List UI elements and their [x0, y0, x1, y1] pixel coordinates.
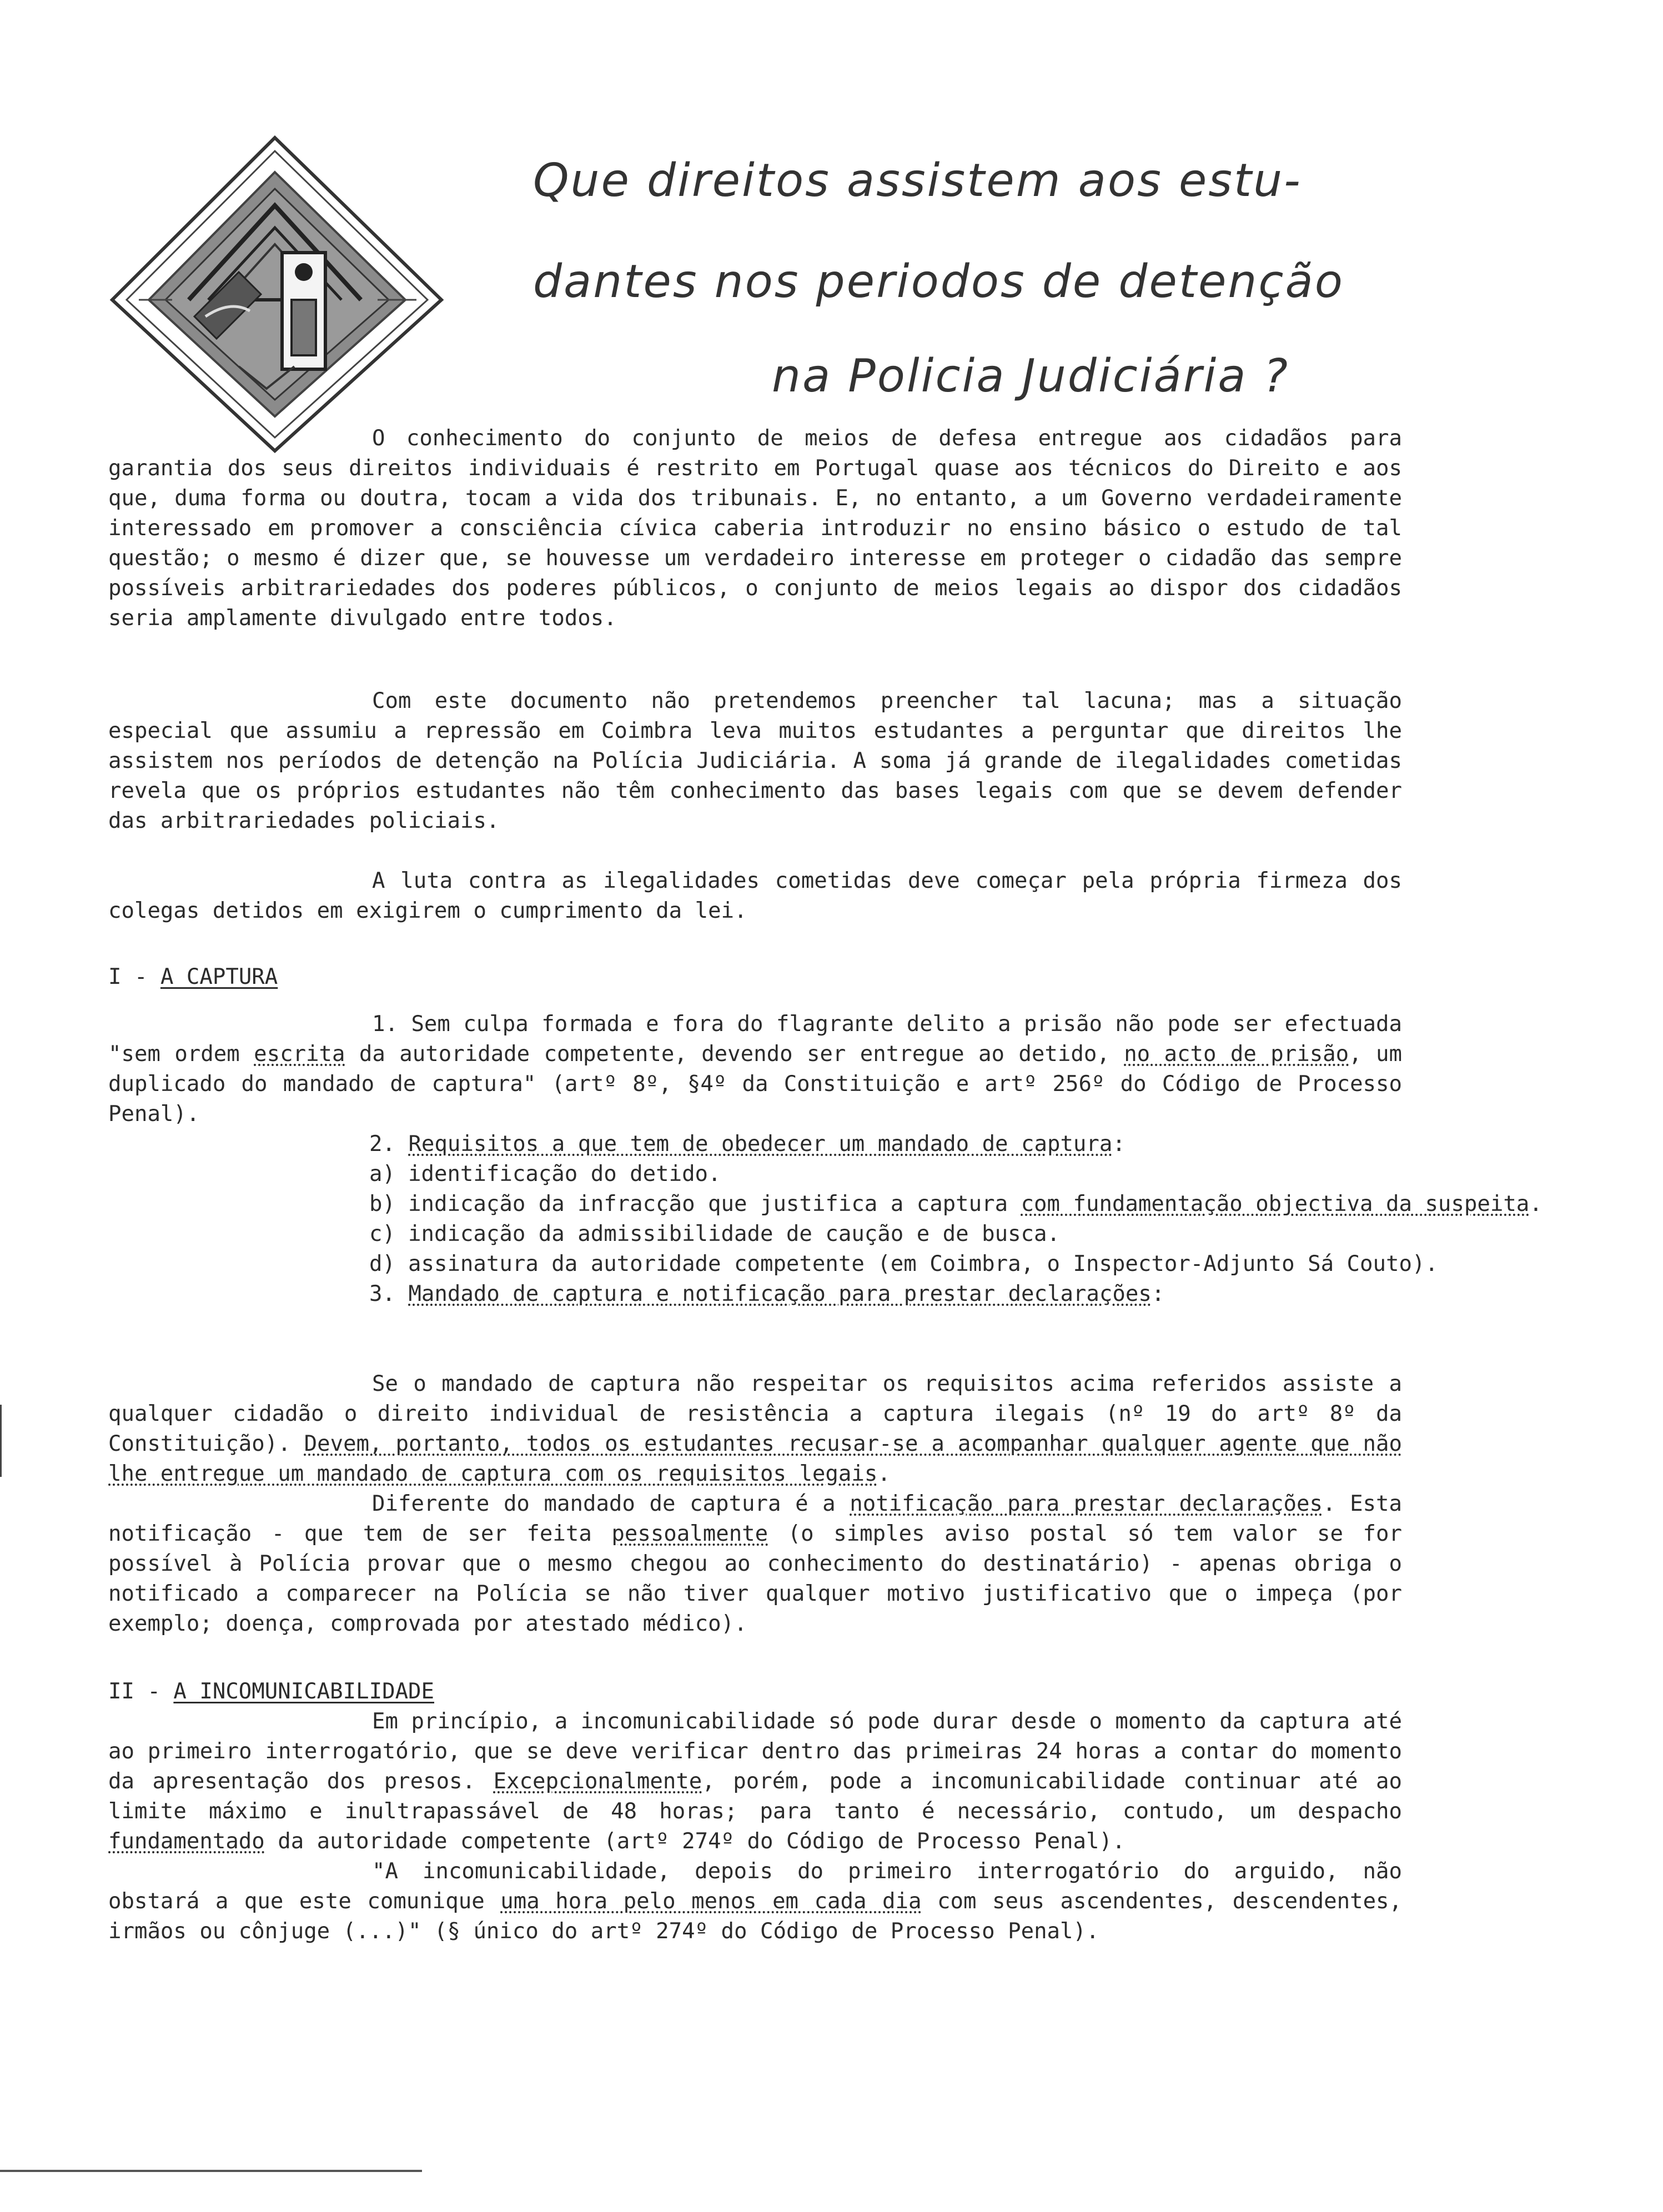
- title-line-1: Que direitos assistem aos estu-: [533, 154, 1302, 207]
- section-1-heading: I - A CAPTURA: [108, 964, 278, 989]
- title-line-3: na Policia Judiciária ?: [772, 350, 1290, 403]
- list-item: b) indicação da infracção que justifica a captura com fundamentação objectiva da suspeita.: [369, 1192, 1543, 1216]
- section-1-paragraph-5: Diferente do mandado de captura é a notificação para prestar declarações. Esta notificação - que tem de ser feita pessoalmente (o simples aviso postal só tem valor se for possível à Polícia provar que o mesmo chegou ao conhecimento do destinatário) - apenas obriga o notificado a comparecer na Polícia se não tiver qualquer motivo justificativo que o impeça (por exemplo; doença, comprovada por atestado médico).: [108, 1491, 1402, 1636]
- intro-paragraph-3: A luta contra as ilegalidades cometidas deve começar pela própria firmeza dos colegas detidos em exigirem o cumprimento da lei.: [108, 868, 1402, 923]
- requisites-list: [108, 1129, 1663, 1309]
- section-2-paragraph-2: "A incomunicabilidade, depois do primeiro interrogatório do arguido, não obstará a que este comunique uma hora pelo menos em cada dia com seus ascendentes, descendentes, irmãos ou cônjuge (...)" (§ único do artº 274º do Código de Processo Penal).: [108, 1859, 1403, 1944]
- section-2-paragraph-1: Em princípio, a incomunicabilidade só pode durar desde o momento da captura até ao primeiro interrogatório, que se deve verificar dentro das primeiras 24 horas a contar do momento da apresentação dos presos. Excepcionalmente, porém, pode a incomunicabilidade continuar até ao limite máximo e inultrapassável de 48 horas; para tanto é necessário, contudo, um despacho fundamentado da autoridade competente (artº 274º do Código de Processo Penal).: [108, 1709, 1402, 1854]
- warrant-heading: 3. Mandado de captura e notificação para prestar declarações:: [369, 1281, 1165, 1306]
- list-item: d) assinatura da autoridade competente (em Coimbra, o Inspector-Adjunto Sá Couto).: [369, 1251, 1438, 1276]
- requisites-heading: 2. Requisitos a que tem de obedecer um mandado de captura:: [369, 1132, 1126, 1157]
- intro-paragraph-2: Com este documento não pretendemos preencher tal lacuna; mas a situação especial que assumiu a repressão em Coimbra leva muitos estudantes a perguntar que direitos lhe assistem nos períodos de detenção na Polícia Judiciária. A soma já grande de ilegalidades cometidas revela que os próprios estudantes não têm conhecimento das bases legais com que se devem defender das arbitrariedades policiais.: [108, 688, 1402, 833]
- intro-paragraph-1: O conhecimento do conjunto de meios de defesa entregue aos cidadãos para garantia dos seus direitos individuais é restrito em Portugal quase aos técnicos do Direito e aos que, duma forma ou doutra, tocam a vida dos tribunais. E, no entanto, a um Governo verdadeiramente interessado em promover a consciência cívica caberia introduzir no ensino básico o estudo de tal questão; o mesmo é dizer que, se houvesse um verdadeiro interesse em proteger o cidadão das sempre possíveis arbitrariedades dos poderes públicos, o conjunto de meios legais ao dispor dos cidadãos seria amplamente divulgado entre todos.: [108, 426, 1402, 631]
- title-line-2: dantes nos periodos de detenção: [533, 255, 1344, 308]
- scan-edge-mark: [0, 1405, 2, 1477]
- section-1-paragraph-4: Se o mandado de captura não respeitar os requisitos acima referidos assiste a qualquer cidadão o direito individual de resistência a captura ilegais (nº 19 do artº 8º da Constituição). Devem, portanto, todos os estudantes recusar-se a acompanhar qualquer agente que não lhe entregue um mandado de captura com os requisitos legais.: [108, 1371, 1402, 1486]
- section-1-paragraph-1: 1. Sem culpa formada e fora do flagrante delito a prisão não pode ser efectuada "sem ordem escrita da autoridade competente, devendo ser entregue ao detido, no acto de prisão, um duplicado do mandado de captura" (artº 8º, §4º da Constituição e artº 256º do Código de Processo Penal).: [108, 1012, 1402, 1127]
- list-item: a) identificação do detido.: [369, 1162, 721, 1187]
- association-logo: [105, 133, 450, 455]
- list-item: c) indicação da admissibilidade de caução e de busca.: [369, 1221, 1060, 1246]
- section-2-heading: II - A INCOMUNICABILIDADE: [108, 1679, 435, 1704]
- scan-bottom-edge: [0, 2170, 422, 2172]
